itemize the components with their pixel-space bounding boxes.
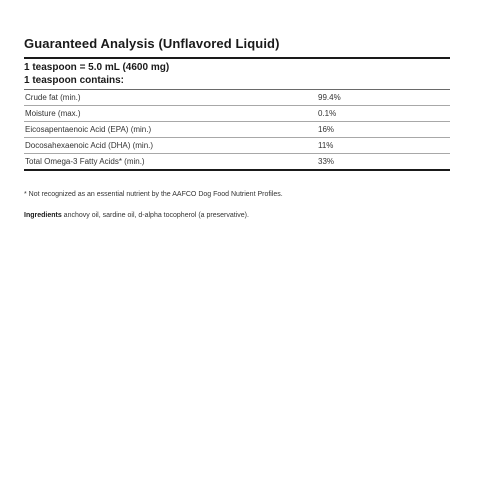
row-label: Total Omega-3 Fatty Acids* (min.) — [25, 157, 145, 166]
row-value: 16% — [318, 122, 450, 138]
table-row — [24, 154, 450, 170]
ingredients-label: Ingredients — [24, 212, 62, 219]
row-value: 11% — [318, 138, 450, 154]
row-value: 99.4% — [318, 90, 450, 106]
table-row — [24, 90, 450, 106]
ingredients-text: anchovy oil, sardine oil, d-alpha tocopherol (a preservative). — [61, 212, 249, 219]
row-label: Eicosapentaenoic Acid (EPA) (min.) — [24, 122, 318, 138]
serving-size: 1 teaspoon = 5.0 mL (4600 mg) — [24, 62, 170, 73]
serving-contains: 1 teaspoon contains: — [24, 75, 125, 86]
guaranteed-analysis-panel — [24, 36, 450, 221]
row-value: 33% — [318, 157, 335, 166]
table-row — [24, 122, 450, 138]
table-bottom-divider — [24, 169, 450, 171]
row-label: Docosahexaenoic Acid (DHA) (min.) — [24, 138, 318, 154]
panel-title: Guaranteed Analysis (Unflavored Liquid) — [24, 36, 280, 51]
footnote: * Not recognized as an essential nutrient by the AAFCO Dog Food Nutrient Profiles. — [24, 191, 283, 198]
table-row — [24, 138, 450, 154]
serving-info — [24, 59, 450, 89]
row-label: Moisture (max.) — [24, 106, 318, 122]
table-row — [24, 106, 450, 122]
row-label: Crude fat (min.) — [24, 90, 318, 106]
ingredients — [24, 211, 254, 221]
analysis-table — [24, 90, 450, 169]
row-value: 0.1% — [318, 106, 450, 122]
